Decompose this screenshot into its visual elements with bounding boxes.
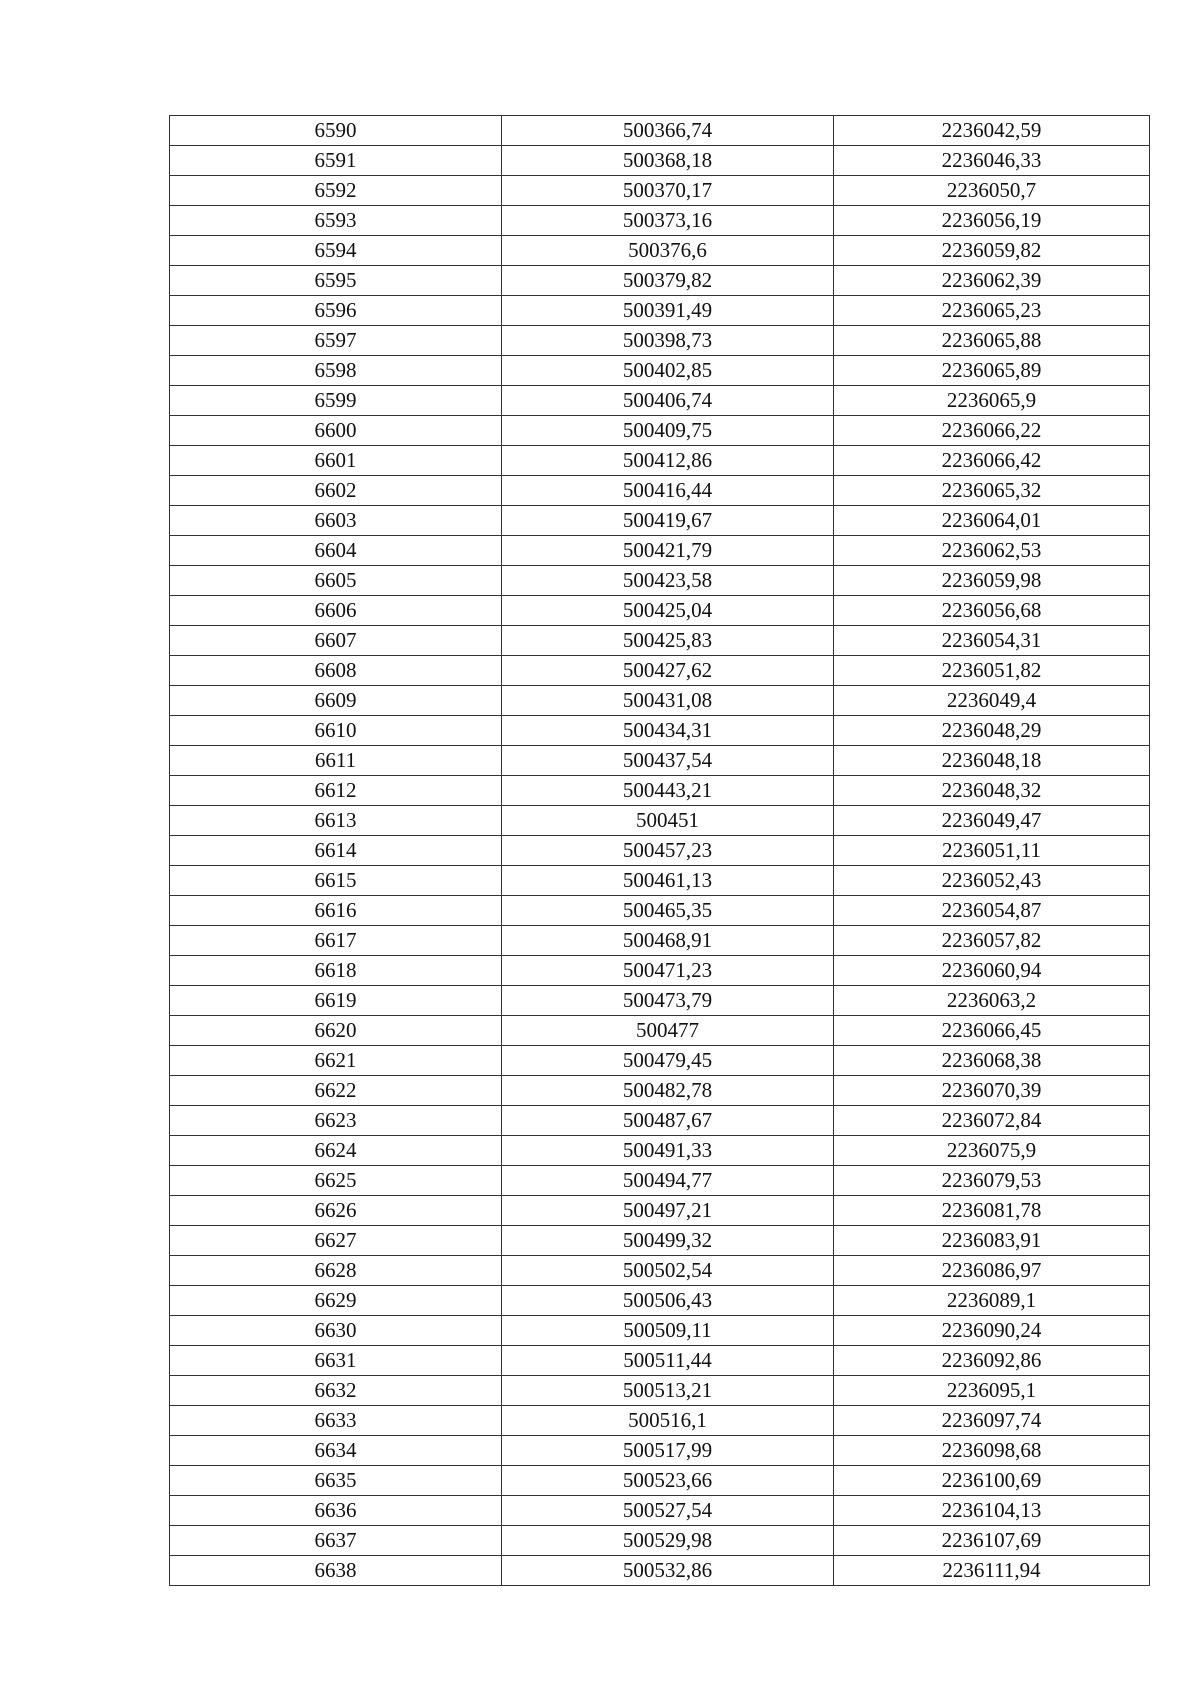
y-coordinate-cell: 2236066,42 (834, 446, 1150, 476)
y-coordinate-cell: 2236052,43 (834, 866, 1150, 896)
x-coordinate-cell: 500516,1 (502, 1406, 834, 1436)
point-number-cell: 6602 (170, 476, 502, 506)
y-coordinate-cell: 2236070,39 (834, 1076, 1150, 1106)
y-coordinate-cell: 2236098,68 (834, 1436, 1150, 1466)
table-row (170, 1466, 1150, 1496)
x-coordinate-cell: 500419,67 (502, 506, 834, 536)
x-coordinate-cell: 500487,67 (502, 1106, 834, 1136)
point-number-cell: 6620 (170, 1016, 502, 1046)
point-number-cell: 6590 (170, 116, 502, 146)
point-number-cell: 6609 (170, 686, 502, 716)
y-coordinate-cell: 2236049,47 (834, 806, 1150, 836)
point-number-cell: 6605 (170, 566, 502, 596)
y-coordinate-cell: 2236048,29 (834, 716, 1150, 746)
y-coordinate-cell: 2236111,94 (834, 1556, 1150, 1586)
table-row (170, 836, 1150, 866)
x-coordinate-cell: 500479,45 (502, 1046, 834, 1076)
y-coordinate-cell: 2236083,91 (834, 1226, 1150, 1256)
y-coordinate-cell: 2236056,19 (834, 206, 1150, 236)
table-row (170, 776, 1150, 806)
y-coordinate-cell: 2236050,7 (834, 176, 1150, 206)
y-coordinate-cell: 2236048,18 (834, 746, 1150, 776)
x-coordinate-cell: 500457,23 (502, 836, 834, 866)
table-row (170, 386, 1150, 416)
y-coordinate-cell: 2236054,87 (834, 896, 1150, 926)
point-number-cell: 6612 (170, 776, 502, 806)
x-coordinate-cell: 500416,44 (502, 476, 834, 506)
y-coordinate-cell: 2236072,84 (834, 1106, 1150, 1136)
x-coordinate-cell: 500379,82 (502, 266, 834, 296)
table-row (170, 176, 1150, 206)
x-coordinate-cell: 500471,23 (502, 956, 834, 986)
point-number-cell: 6623 (170, 1106, 502, 1136)
table-row (170, 866, 1150, 896)
point-number-cell: 6617 (170, 926, 502, 956)
y-coordinate-cell: 2236062,39 (834, 266, 1150, 296)
coordinates-table-body (170, 116, 1150, 1586)
y-coordinate-cell: 2236042,59 (834, 116, 1150, 146)
point-number-cell: 6621 (170, 1046, 502, 1076)
table-row (170, 296, 1150, 326)
coordinates-table (169, 115, 1150, 1586)
table-row (170, 536, 1150, 566)
y-coordinate-cell: 2236056,68 (834, 596, 1150, 626)
x-coordinate-cell: 500370,17 (502, 176, 834, 206)
table-row (170, 806, 1150, 836)
y-coordinate-cell: 2236062,53 (834, 536, 1150, 566)
y-coordinate-cell: 2236060,94 (834, 956, 1150, 986)
y-coordinate-cell: 2236046,33 (834, 146, 1150, 176)
point-number-cell: 6638 (170, 1556, 502, 1586)
x-coordinate-cell: 500425,04 (502, 596, 834, 626)
x-coordinate-cell: 500391,49 (502, 296, 834, 326)
point-number-cell: 6636 (170, 1496, 502, 1526)
x-coordinate-cell: 500517,99 (502, 1436, 834, 1466)
x-coordinate-cell: 500502,54 (502, 1256, 834, 1286)
x-coordinate-cell: 500366,74 (502, 116, 834, 146)
y-coordinate-cell: 2236048,32 (834, 776, 1150, 806)
point-number-cell: 6596 (170, 296, 502, 326)
x-coordinate-cell: 500402,85 (502, 356, 834, 386)
x-coordinate-cell: 500434,31 (502, 716, 834, 746)
x-coordinate-cell: 500409,75 (502, 416, 834, 446)
table-row (170, 596, 1150, 626)
x-coordinate-cell: 500443,21 (502, 776, 834, 806)
point-number-cell: 6627 (170, 1226, 502, 1256)
y-coordinate-cell: 2236059,82 (834, 236, 1150, 266)
point-number-cell: 6606 (170, 596, 502, 626)
point-number-cell: 6632 (170, 1376, 502, 1406)
point-number-cell: 6595 (170, 266, 502, 296)
point-number-cell: 6637 (170, 1526, 502, 1556)
point-number-cell: 6610 (170, 716, 502, 746)
table-row (170, 1316, 1150, 1346)
table-row (170, 1346, 1150, 1376)
table-row (170, 236, 1150, 266)
point-number-cell: 6608 (170, 656, 502, 686)
y-coordinate-cell: 2236095,1 (834, 1376, 1150, 1406)
table-row (170, 1226, 1150, 1256)
point-number-cell: 6628 (170, 1256, 502, 1286)
y-coordinate-cell: 2236079,53 (834, 1166, 1150, 1196)
x-coordinate-cell: 500373,16 (502, 206, 834, 236)
point-number-cell: 6597 (170, 326, 502, 356)
point-number-cell: 6633 (170, 1406, 502, 1436)
table-row (170, 1286, 1150, 1316)
x-coordinate-cell: 500468,91 (502, 926, 834, 956)
table-row (170, 656, 1150, 686)
x-coordinate-cell: 500412,86 (502, 446, 834, 476)
y-coordinate-cell: 2236066,45 (834, 1016, 1150, 1046)
table-row (170, 1436, 1150, 1466)
x-coordinate-cell: 500523,66 (502, 1466, 834, 1496)
table-row (170, 626, 1150, 656)
x-coordinate-cell: 500368,18 (502, 146, 834, 176)
y-coordinate-cell: 2236065,88 (834, 326, 1150, 356)
table-row (170, 1496, 1150, 1526)
point-number-cell: 6624 (170, 1136, 502, 1166)
table-row (170, 686, 1150, 716)
table-row (170, 986, 1150, 1016)
table-row (170, 1196, 1150, 1226)
point-number-cell: 6591 (170, 146, 502, 176)
y-coordinate-cell: 2236075,9 (834, 1136, 1150, 1166)
point-number-cell: 6599 (170, 386, 502, 416)
y-coordinate-cell: 2236100,69 (834, 1466, 1150, 1496)
table-row (170, 746, 1150, 776)
y-coordinate-cell: 2236065,89 (834, 356, 1150, 386)
point-number-cell: 6626 (170, 1196, 502, 1226)
y-coordinate-cell: 2236065,23 (834, 296, 1150, 326)
table-row (170, 1136, 1150, 1166)
x-coordinate-cell: 500465,35 (502, 896, 834, 926)
point-number-cell: 6635 (170, 1466, 502, 1496)
table-row (170, 476, 1150, 506)
table-row (170, 1376, 1150, 1406)
x-coordinate-cell: 500499,32 (502, 1226, 834, 1256)
point-number-cell: 6631 (170, 1346, 502, 1376)
x-coordinate-cell: 500451 (502, 806, 834, 836)
table-row (170, 956, 1150, 986)
table-row (170, 326, 1150, 356)
point-number-cell: 6634 (170, 1436, 502, 1466)
table-row (170, 446, 1150, 476)
table-row (170, 1166, 1150, 1196)
y-coordinate-cell: 2236063,2 (834, 986, 1150, 1016)
x-coordinate-cell: 500529,98 (502, 1526, 834, 1556)
x-coordinate-cell: 500461,13 (502, 866, 834, 896)
point-number-cell: 6594 (170, 236, 502, 266)
y-coordinate-cell: 2236066,22 (834, 416, 1150, 446)
y-coordinate-cell: 2236065,9 (834, 386, 1150, 416)
y-coordinate-cell: 2236081,78 (834, 1196, 1150, 1226)
y-coordinate-cell: 2236086,97 (834, 1256, 1150, 1286)
y-coordinate-cell: 2236064,01 (834, 506, 1150, 536)
y-coordinate-cell: 2236104,13 (834, 1496, 1150, 1526)
table-row (170, 506, 1150, 536)
point-number-cell: 6625 (170, 1166, 502, 1196)
y-coordinate-cell: 2236089,1 (834, 1286, 1150, 1316)
y-coordinate-cell: 2236057,82 (834, 926, 1150, 956)
x-coordinate-cell: 500398,73 (502, 326, 834, 356)
y-coordinate-cell: 2236097,74 (834, 1406, 1150, 1436)
table-row (170, 1046, 1150, 1076)
point-number-cell: 6600 (170, 416, 502, 446)
point-number-cell: 6630 (170, 1316, 502, 1346)
point-number-cell: 6619 (170, 986, 502, 1016)
table-row (170, 146, 1150, 176)
x-coordinate-cell: 500491,33 (502, 1136, 834, 1166)
point-number-cell: 6607 (170, 626, 502, 656)
table-row (170, 356, 1150, 386)
table-row (170, 1406, 1150, 1436)
point-number-cell: 6614 (170, 836, 502, 866)
y-coordinate-cell: 2236049,4 (834, 686, 1150, 716)
point-number-cell: 6616 (170, 896, 502, 926)
table-row (170, 566, 1150, 596)
x-coordinate-cell: 500482,78 (502, 1076, 834, 1106)
y-coordinate-cell: 2236051,82 (834, 656, 1150, 686)
x-coordinate-cell: 500506,43 (502, 1286, 834, 1316)
point-number-cell: 6604 (170, 536, 502, 566)
x-coordinate-cell: 500532,86 (502, 1556, 834, 1586)
y-coordinate-cell: 2236065,32 (834, 476, 1150, 506)
point-number-cell: 6592 (170, 176, 502, 206)
x-coordinate-cell: 500494,77 (502, 1166, 834, 1196)
point-number-cell: 6622 (170, 1076, 502, 1106)
point-number-cell: 6598 (170, 356, 502, 386)
table-row (170, 896, 1150, 926)
table-row (170, 416, 1150, 446)
y-coordinate-cell: 2236059,98 (834, 566, 1150, 596)
table-row (170, 1556, 1150, 1586)
x-coordinate-cell: 500421,79 (502, 536, 834, 566)
table-row (170, 266, 1150, 296)
y-coordinate-cell: 2236054,31 (834, 626, 1150, 656)
x-coordinate-cell: 500376,6 (502, 236, 834, 266)
x-coordinate-cell: 500427,62 (502, 656, 834, 686)
point-number-cell: 6618 (170, 956, 502, 986)
table-row (170, 716, 1150, 746)
table-row (170, 1076, 1150, 1106)
x-coordinate-cell: 500425,83 (502, 626, 834, 656)
y-coordinate-cell: 2236092,86 (834, 1346, 1150, 1376)
x-coordinate-cell: 500497,21 (502, 1196, 834, 1226)
table-row (170, 926, 1150, 956)
point-number-cell: 6615 (170, 866, 502, 896)
table-row (170, 206, 1150, 236)
point-number-cell: 6629 (170, 1286, 502, 1316)
x-coordinate-cell: 500477 (502, 1016, 834, 1046)
x-coordinate-cell: 500509,11 (502, 1316, 834, 1346)
table-row (170, 1106, 1150, 1136)
point-number-cell: 6603 (170, 506, 502, 536)
table-row (170, 116, 1150, 146)
y-coordinate-cell: 2236090,24 (834, 1316, 1150, 1346)
y-coordinate-cell: 2236068,38 (834, 1046, 1150, 1076)
x-coordinate-cell: 500437,54 (502, 746, 834, 776)
x-coordinate-cell: 500473,79 (502, 986, 834, 1016)
point-number-cell: 6613 (170, 806, 502, 836)
x-coordinate-cell: 500431,08 (502, 686, 834, 716)
point-number-cell: 6601 (170, 446, 502, 476)
table-row (170, 1526, 1150, 1556)
x-coordinate-cell: 500513,21 (502, 1376, 834, 1406)
y-coordinate-cell: 2236107,69 (834, 1526, 1150, 1556)
table-row (170, 1016, 1150, 1046)
x-coordinate-cell: 500511,44 (502, 1346, 834, 1376)
x-coordinate-cell: 500527,54 (502, 1496, 834, 1526)
point-number-cell: 6593 (170, 206, 502, 236)
table-row (170, 1256, 1150, 1286)
point-number-cell: 6611 (170, 746, 502, 776)
x-coordinate-cell: 500406,74 (502, 386, 834, 416)
x-coordinate-cell: 500423,58 (502, 566, 834, 596)
y-coordinate-cell: 2236051,11 (834, 836, 1150, 866)
